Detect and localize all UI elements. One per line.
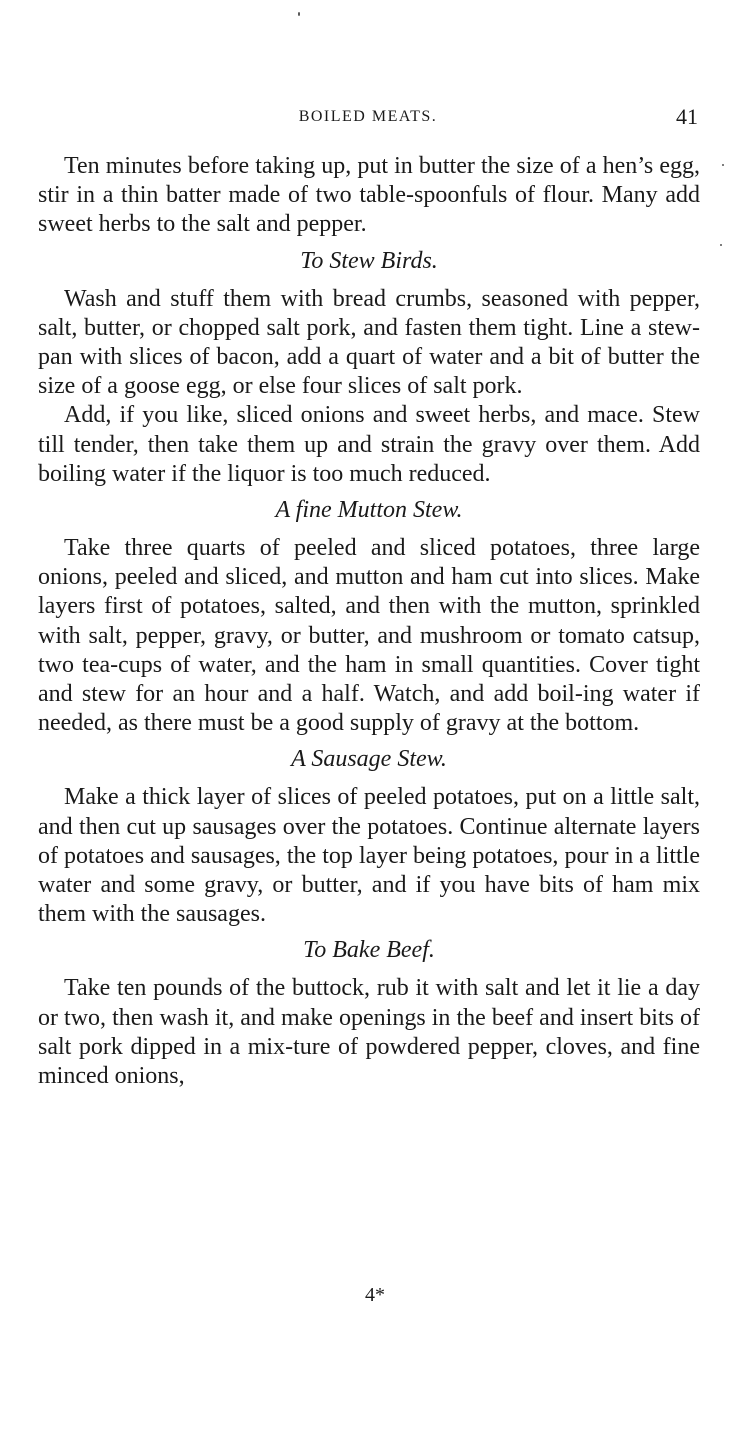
stew-birds-paragraph-2: Add, if you like, sliced onions and sweet herbs, and mace. Stew till tender, then take them up and strain the gravy over them. Add boiling water if the liquor is too much reduced. [38, 402, 700, 487]
bake-beef-paragraph: Take ten pounds of the buttock, rub it with salt and let it lie a day or two, then wash it, and make openings in the beef and insert bits of salt pork dipped in a mix-ture of powdered pepper, cloves, and fine minced onions, [38, 975, 700, 1090]
ink-speck [720, 244, 722, 246]
stew-birds-paragraph-1: Wash and stuff them with bread crumbs, seasoned with pepper, salt, butter, or chopped salt pork, and fasten them tight. Line a stew-pan with slices of bacon, add a quart of water and a bit of butter the size of a goose egg, or else four slices of salt pork. [38, 285, 700, 400]
running-head [38, 104, 698, 130]
ink-speck [298, 12, 300, 16]
page-number: 41 [676, 104, 698, 129]
heading-sausage-stew: A Sausage Stew. [291, 746, 447, 773]
heading-bake-beef: To Bake Beef. [303, 937, 435, 964]
signature-mark: 4* [365, 1284, 385, 1306]
page-body [38, 152, 700, 1091]
ink-speck [722, 164, 724, 166]
intro-paragraph: Ten minutes before taking up, put in butter the size of a hen’s egg, stir in a thin batter made of two table-spoonfuls of flour. Many add sweet herbs to the salt and pepper. [38, 153, 700, 238]
sausage-stew-paragraph: Make a thick layer of slices of peeled potatoes, put on a little salt, and then cut up sausages over the potatoes. Continue alternate layers of potatoes and sausages, the top layer being potatoes, pour in a little water and some gravy, or butter, and if you have bits of ham mix them with the sausages. [38, 784, 700, 928]
heading-mutton-stew: A fine Mutton Stew. [275, 497, 463, 524]
heading-stew-birds: To Stew Birds. [300, 247, 438, 274]
running-title: BOILED MEATS. [298, 108, 438, 125]
mutton-stew-paragraph: Take three quarts of peeled and sliced potatoes, three large onions, peeled and sliced, and mutton and ham cut into slices. Make layers first of potatoes, salted, and then with the mutton, sprinkled with salt, pepper, gravy, or butter, and mushroom or tomato catsup, two tea-cups of water, and the ham in small quantities. Cover tight and stew for an hour and a half. Watch, and add boil-ing water if needed, as there must be a good supply of gravy at the bottom. [38, 535, 700, 737]
